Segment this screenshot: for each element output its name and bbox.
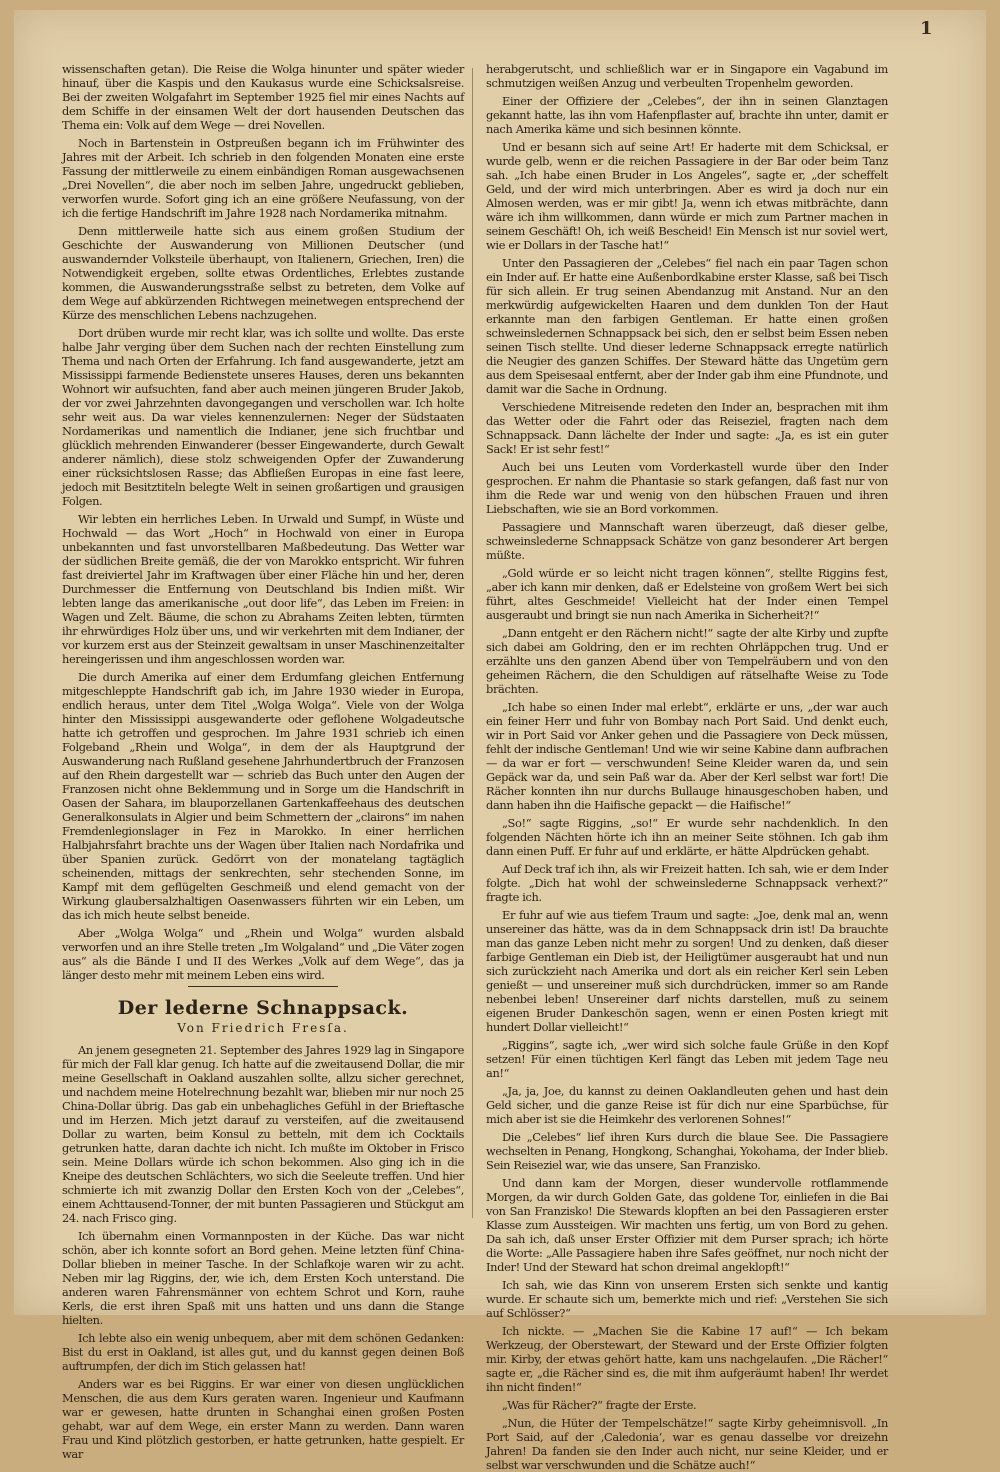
paragraph: „Ja, ja, Joe, du kannst zu deinen Oaklandleuten gehen und hast dein Geld sicher, und die ganze Reise ist für dich nur eine Sparbüchse, für mich aber ist sie die Heimkehr des verlorenen Sohnes!“	[486, 1084, 888, 1126]
paragraph: „Riggins“, sagte ich, „wer wird sich solche faule Grüße in den Kopf setzen! Für einen tüchtigen Kerl fängt das Leben mit jedem Tage neu an!“	[486, 1038, 888, 1080]
paragraph: „Dann entgeht er den Rächern nicht!“ sagte der alte Kirby und zupfte sich dabei am Goldring, den er im rechten Ohrläppchen trug. Und er erzählte uns den ganzen Abend über von Tempelräubern und von den geheimen Rächern, die den Schuldigen auf rätselhafte Weise zu Tode brächten.	[486, 626, 888, 696]
paragraph: Wir lebten ein herrliches Leben. In Urwald und Sumpf, in Wüste und Hochwald — das Wort „Hoch“ in Hochwald von einer in Europa unbekannten und fast unvorstellbaren Maßbedeutung. Das Wetter war der südlichen Breite gemäß, die der von Marokko entspricht. Wir fuhren fast dreiviertel Jahr im Kraftwagen über einer Fläche hin und her, deren Durchmesser die Entfernung von Deutschland bis Indien mißt. Wir lebten lange das amerikanische „out door life“, das Leben im Freien: in Wagen und Zelt. Bäume, die schon zu Abrahams Zeiten lebten, türmten ihr ehrwürdiges Holz über uns, und wir verkehrten mit dem Indianer, der vor kurzem erst aus der Steinzeit gewaltsam in unser Maschinenzeitalter hereingerissen und ihm angeschlossen worden war.	[62, 512, 464, 666]
paragraph: „Gold würde er so leicht nicht tragen können“, stellte Riggins fest, „aber ich kann mir denken, daß er Edelsteine von großem Wert bei sich führt, altes Geschmeide! Vielleicht hat der Inder einen Tempel ausgeraubt und bringt sie nun nach Amerika in Sicherheit?!“	[486, 566, 888, 622]
paragraph: „Ich habe so einen Inder mal erlebt“, erklärte er uns, „der war auch ein feiner Herr und fuhr von Bombay nach Port Said. Und denkt euch, wir in Port Said vor Anker gehen und die Passagiere von Deck müssen, fehlt der indische Gentleman! Und wie wir seine Kabine dann aufbrachen — da war er fort — verschwunden! Seine Kleider waren da, und sein Gepäck war da, und sein Paß war da. Aber der Kerl selbst war fort! Die Rächer konnten ihn nur durchs Bullauge hinausgeschoben haben, und dann haben ihn die Haifische gepackt — die Haifische!“	[486, 700, 888, 812]
paragraph: Passagiere und Mannschaft waren überzeugt, daß dieser gelbe, schweinslederne Schnappsack Schätze von ganz besonderer Art bergen müßte.	[486, 520, 888, 562]
paragraph: herabgerutscht, und schließlich war er in Singapore ein Vagabund im schmutzigen weißen Anzug und verbeulten Tropenhelm geworden.	[486, 62, 888, 90]
paragraph: Auf Deck traf ich ihn, als wir Freizeit hatten. Ich sah, wie er dem Inder folgte. „Dich hat wohl der schweinslederne Schnappsack verhext?“ fragte ich.	[486, 862, 888, 904]
paragraph: Auch bei uns Leuten vom Vorderkastell wurde über den Inder gesprochen. Er nahm die Phantasie so stark gefangen, daß fast nur von ihm die Rede war und wenig von den hübschen Frauen und ihren Liebschaften, wie sie an Bord vorkommen.	[486, 460, 888, 516]
paragraph: wissenschaften getan). Die Reise die Wolga hinunter und später wieder hinauf, über die Kaspis und den Kaukasus wurde eine Schicksalsreise. Bei der zweiten Wolgafahrt im September 1925 fiel mir eines Nachts auf dem Schiffe in der einsamen Welt der dort hausenden Deutschen das Thema ein: Volk auf dem Wege — drei Novellen.	[62, 62, 464, 132]
article-title: Der lederne Schnappsack.	[117, 997, 409, 1019]
paragraph: Ich lebte also ein wenig unbequem, aber mit dem schönen Gedanken: Bist du erst in Oakland, ist alles gut, und du kannst gegen deinen Boß auftrumpfen, der dich im Stich gelassen hat!	[62, 1331, 464, 1373]
paragraph: Ich übernahm einen Vormannposten in der Küche. Das war nicht schön, aber ich konnte sofort an Bord gehen. Meine letzten fünf China-Dollar blieben in meiner Tasche. In der Schlafkoje waren wir zu acht. Neben mir lag Riggins, der, wie ich, dem Ersten Koch unterstand. Die anderen waren Fahrensmänner von echtem Schrot und Korn, rauhe Kerls, die erst ihren Spaß mit uns hatten und uns dann die Stange hielten.	[62, 1229, 464, 1327]
column-divider	[472, 68, 473, 1218]
paragraph: Die „Celebes“ lief ihren Kurs durch die blaue See. Die Passagiere wechselten in Penang, Hongkong, Schanghai, Yokohama, der Inder blieb. Sein Reiseziel war, wie das unsere, San Franzisko.	[486, 1130, 888, 1172]
paragraph: Noch in Bartenstein in Ostpreußen begann ich im Frühwinter des Jahres mit der Arbeit. Ich schrieb in den folgenden Monaten eine erste Fassung der mittlerweile zu einem einbändigen Roman ausgewachsenen „Drei Novellen“, die aber noch im selben Jahre, ungedruckt geblieben, verworfen wurde. Sofort ging ich an eine größere Neufassung, von der ich die fertige Handschrift im Jahre 1928 nach Nordamerika mitnahm.	[62, 136, 464, 220]
paragraph: Dort drüben wurde mir recht klar, was ich sollte und wollte. Das erste halbe Jahr verging über dem Suchen nach der rechten Einstellung zum Thema und nach Orten der Erfahrung. Ich fand ausgewanderte, jetzt am Mississippi farmende Bedienstete unseres Hauses, deren uns bekannten Wohnort wir aufsuchten, fand aber auch meinen jüngeren Bruder Jakob, der vor zwei Jahrzehnten davongegangen und verschollen war. Ich holte sehr weit aus. Da war vieles kennenzulernen: Neger der Südstaaten Nordamerikas und namentlich die Indianer, jene sich fruchtbar und glücklich mehrenden Einwanderer (besser Eingewanderte, durch Gewalt anderer nämlich), diese stolz schweigenden Opfer der Zuwanderung einer rücksichtslosen Rasse; das Abfließen Europas in eine fast leere, jedoch mit Besitztiteln belegte Welt in seinen großartigen und grausigen Folgen.	[62, 326, 464, 508]
paragraph: Aber „Wolga Wolga“ und „Rhein und Wolga“ wurden alsbald verworfen und an ihre Stelle treten „Im Wolgaland“ und „Die Väter zogen aus“ als die Bände I und II des Werkes „Volk auf dem Wege“, das ja länger desto mehr mit meinem Leben eins wird.	[62, 926, 464, 982]
section-divider	[188, 986, 338, 987]
paragraph: An jenem gesegneten 21. September des Jahres 1929 lag in Singapore für mich der Fall klar genug. Ich hatte auf die zweitausend Dollar, die mir meine Gesellschaft in Oakland auszahlen sollte, allzu sicher gerechnet, und nachdem meine Hotelrechnung bezahlt war, blieben mir nur noch 25 China-Dollar übrig. Das gab ein unbehagliches Gefühl in der Brieftasche und im Herzen. Mich jetzt darauf zu versteifen, auf die zweitausend Dollar zu warten, beim Konsul zu betteln, mit dem ich Cocktails getrunken hatte, daran dachte ich nicht. Ich mußte im Oktober in Frisco sein. Meine Dollars würde ich schon bekommen. Also ging ich in die Kneipe des deutschen Schlächters, wo sich die Seeleute treffen. Und hier schmierte ich mit zwanzig Dollar den Ersten Koch von der „Celebes“, einem Achttausend-Tonner, der mit bunten Passagieren und Stückgut am 24. nach Frisco ging.	[62, 1043, 464, 1225]
paragraph: Ich sah, wie das Kinn von unserem Ersten sich senkte und kantig wurde. Er schaute sich um, bemerkte mich und rief: „Verstehen Sie sich auf Schlösser?“	[486, 1278, 888, 1320]
article-byline: Von Friedrich Fresſa.	[177, 1021, 349, 1035]
paragraph: Einer der Offiziere der „Celebes“, der ihn in seinen Glanztagen gekannt hatte, las ihn vom Hafenpflaster auf, brachte ihn unter, damit er nach Amerika käme und sich besinnen könnte.	[486, 94, 888, 136]
paragraph: Und er besann sich auf seine Art! Er haderte mit dem Schicksal, er wurde gelb, wenn er die reichen Passagiere in der Bar oder beim Tanz sah. „Ich habe einen Bruder in Los Angeles“, sagte er, „der scheffelt Geld, und der wird mich unterbringen. Aber es wird ja doch nur ein Almosen werden, was er mir gibt! Ja, wenn ich etwas mitbrächte, dann wäre ich ihm willkommen, dann würde er mich zum Partner machen in seinem Geschäft! Oh, ich weiß Bescheid! Ein Mensch ist nur soviel wert, wie er Dollars in der Tasche hat!“	[486, 140, 888, 252]
paragraph: „Was für Rächer?“ fragte der Erste.	[502, 1398, 697, 1412]
paragraph: „So!“ sagte Riggins, „so!“ Er wurde sehr nachdenklich. In den folgenden Nächten hörte ich ihn an meiner Seite stöhnen. Ich gab ihm dann einen Puff. Er fuhr auf und erklärte, er hätte Alpdrücken gehabt.	[486, 816, 888, 858]
paragraph: Verschiedene Mitreisende redeten den Inder an, besprachen mit ihm das Wetter oder die Fahrt oder das Reiseziel, fragten nach dem Schnappsack. Dann lächelte der Inder und sagte: „Ja, es ist ein guter Sack! Er ist sehr fest!“	[486, 400, 888, 456]
paragraph: „Nun, die Hüter der Tempelschätze!“ sagte Kirby geheimnisvoll. „In Port Said, auf der ‚Caledonia‘, war es genau dasselbe vor dreizehn Jahren! Da fanden sie den Inder auch nicht, nur seine Kleider, und er selbst war verschwunden und die Schätze auch!“	[486, 1416, 888, 1472]
page-number: 1	[920, 18, 933, 39]
paragraph: Die durch Amerika auf einer dem Erdumfang gleichen Entfernung mitgeschleppte Handschrift gab ich, im Jahre 1930 wieder in Europa, endlich heraus, unter dem Titel „Wolga Wolga“. Viele von der Wolga hinter den Mississippi ausgewanderte oder geflohene Wolgadeutsche hatte ich getroffen und gesprochen. Im Jahre 1931 schrieb ich einen Folgeband „Rhein und Wolga“, in dem der als Hauptgrund der Auswanderung nach Rußland gesehene Jahrhundertbruch der Franzosen auf den Rhein dargestellt war — schrieb das Buch unter den Augen der Franzosen nicht ohne Beklemmung und in Sorge um die Handschrift in Oasen der Sahara, im blauporzellanen Gartenkaffeehaus des deutschen Generalkonsulats in Algier und beim Schmettern der „clairons“ im nahen Fremdenlegionslager in Fez in Marokko. In einer herrlichen Halbjahrsfahrt brachte uns der Wagen über Italien nach Nordafrika und über Spanien zurück. Gedörrt von der monatelang tagtäglich scheinenden, mittags der senkrechten, sehr stechenden Sonne, im Kampf mit dem geflügelten Geschmeiß und elend gemacht von der Wirkung glaubersalzhaltigen Oasenwassers führten wir ein Leben, um das ich mich heute selbst beneide.	[62, 670, 464, 922]
paragraph: Denn mittlerweile hatte sich aus einem großen Studium der Geschichte der Auswanderung von Millionen Deutscher (und auswandernder Volksteile überhaupt, von Italienern, Griechen, Iren) die Notwendigkeit ergeben, sollte etwas Ordentliches, Erlebtes zustande kommen, die Auswanderungsstraße selbst zu betreten, dem Volke auf dem Wege auf abkürzenden Richtwegen meinetwegen entsprechend der Kürze des menschlichen Lebens nachzugehen.	[62, 224, 464, 322]
paragraph: Ich nickte. — „Machen Sie die Kabine 17 auf!“ — Ich bekam Werkzeug, der Oberstewart, der Steward und der Erste Offizier folgten mir. Kirby, der etwas gehört hatte, kam uns nachgelaufen. „Die Rächer!“ sagte er, „die Rächer sind es, die mit ihm aufgeräumt haben! Ihr werdet ihn nicht finden!“	[486, 1324, 888, 1394]
paragraph: Unter den Passagieren der „Celebes“ fiel nach ein paar Tagen schon ein Inder auf. Er hatte eine Außenbordkabine erster Klasse, saß bei Tisch für sich allein. Er trug seinen Abendanzug mit Anstand. Nur an den merkwürdig aufgewickelten Haaren und dem dunklen Ton der Haut erkannte man den farbigen Gentleman. Er hatte einen großen schweinsledernen Schnappsack bei sich, den er selbst beim Essen neben seinen Tisch stellte. Und dieser lederne Schnappsack erregte natürlich die Neugier des ganzen Schiffes. Der Steward hätte das Ungetüm gern aus dem Speisesaal entfernt, aber der Inder gab ihm eine Pfundnote, und damit war die Sache in Ordnung.	[486, 256, 888, 396]
newspaper-page	[14, 10, 986, 1472]
paragraph: Und dann kam der Morgen, dieser wundervolle rotflammende Morgen, da wir durch Golden Gate, das goldene Tor, einliefen in die Bai von San Franzisko! Die Stewards klopften an bei den Passagieren erster Klasse zum Aussteigen. Wir machten uns fertig, um von Bord zu gehen. Da sah ich, daß unser Erster Offizier mit dem Purser sprach; ich hörte die Worte: „Alle Passagiere haben ihre Safes geöffnet, nur noch nicht der Inder! Und der Steward hat schon dreimal angeklopft!“	[486, 1176, 888, 1274]
left-column	[62, 62, 464, 1461]
right-column	[486, 62, 888, 1472]
paragraph: Er fuhr auf wie aus tiefem Traum und sagte: „Joe, denk mal an, wenn unsereiner das hätte, was da in dem Schnappsack drin ist! Da brauchte man das ganze Leben nicht mehr zu sorgen! Und zu denken, daß dieser farbige Gentleman ein Dieb ist, der Heiligtümer ausgeraubt hat und nun sich zurückzieht nach Amerika und dort als ein reicher Kerl sein Leben genießt — und unsereiner muß sich durchdrücken, immer so am Rande nebenbei leben! Unsereiner darf nichts darstellen, muß zu seinem eigenen Bruder Dankeschön sagen, wenn er einen Posten kriegt mit hundert Dollar vielleicht!“	[486, 908, 888, 1034]
paragraph: Anders war es bei Riggins. Er war einer von diesen unglücklichen Menschen, die aus dem Kurs geraten waren. Ingenieur und Kaufmann war er gewesen, hatte drunten in Schanghai einen großen Posten gehabt, war auf dem Wege, ein erster Mann zu werden. Dann waren Frau und Kind plötzlich gestorben, er hatte getrunken, hatte gespielt. Er war	[62, 1377, 464, 1461]
